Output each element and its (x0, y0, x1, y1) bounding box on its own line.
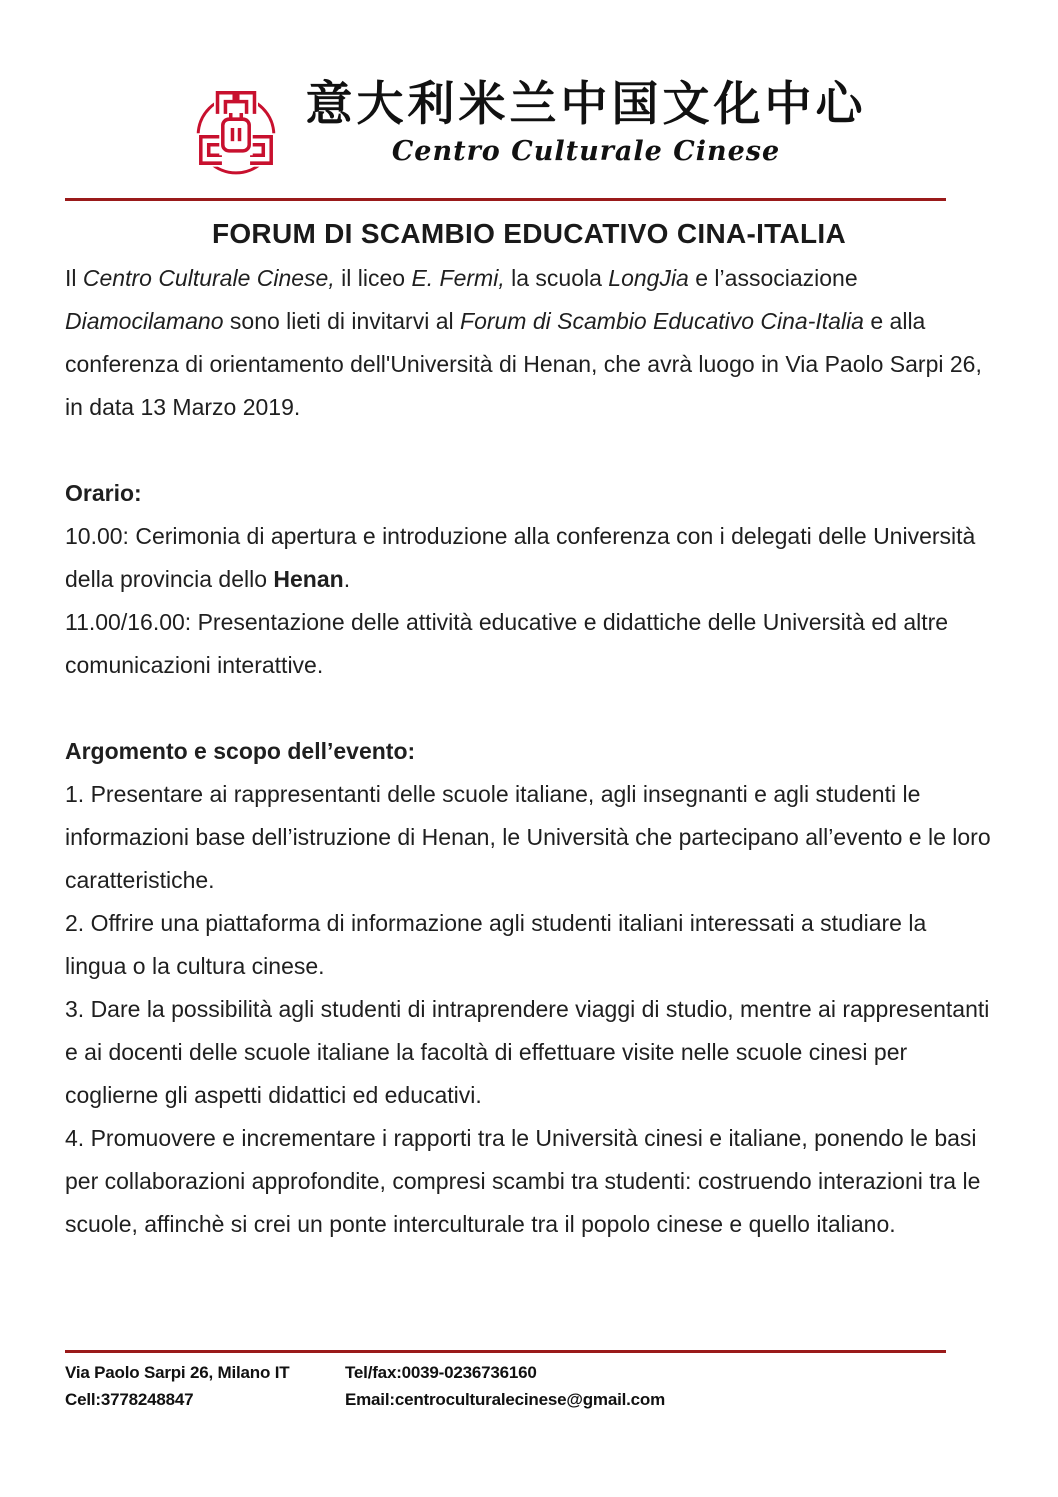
intro-seg: sono lieti di invitarvi al (223, 308, 461, 334)
document-body (65, 257, 992, 1246)
intro-seg: Il (65, 265, 83, 291)
footer-cell: Cell:3778248847 (65, 1390, 194, 1409)
intro-seg: e alla conferenza di orientamento dell'Università di Henan, che avrà luogo in Via Paolo Sarpi 26, in data 13 Marzo 2019. (65, 308, 982, 420)
footer-telfax: Tel/fax:0039-0236736160 (345, 1363, 537, 1382)
blank-line (65, 687, 992, 730)
argomento-heading: Argomento e scopo dell’evento: (65, 738, 416, 764)
intro-paragraph (65, 257, 992, 429)
footer-address: Via Paolo Sarpi 26, Milano IT (65, 1363, 290, 1382)
orario-seg: . (343, 566, 351, 592)
intro-seg-italic: Centro Culturale Cinese, (82, 265, 335, 291)
orario-item-1 (65, 515, 992, 601)
orario-heading: Orario: (65, 480, 142, 506)
logo (192, 82, 280, 186)
orario-item-2: 11.00/16.00: Presentazione delle attività educative e didattiche delle Università ed altre comunicazioni interattive. (65, 609, 949, 678)
intro-seg-italic: E. Fermi, (411, 265, 505, 291)
footer-rule (65, 1350, 946, 1353)
letterhead-titles (306, 78, 867, 167)
letter-footer (65, 1350, 946, 1413)
argomento-item-1: 1. Presentare ai rappresentanti delle scuole italiane, agli insegnanti e agli studenti le informazioni base dell’istruzione di Henan, le Università che partecipano all’evento e le loro caratteristiche. (65, 781, 991, 893)
footer-contacts (65, 1360, 946, 1413)
blank-line (65, 429, 992, 472)
intro-seg-italic: LongJia (608, 265, 689, 291)
chinese-knot-logo-icon (192, 82, 280, 181)
intro-seg-italic: Forum di Scambio Educativo Cina-Italia (460, 308, 864, 334)
intro-seg: e l’associazione (688, 265, 858, 291)
argomento-item-2: 2. Offrire una piattaforma di informazione agli studenti italiani interessati a studiare la lingua o la cultura cinese. (65, 910, 927, 979)
argomento-item-4: 4. Promuovere e incrementare i rapporti tra le Università cinesi e italiane, ponendo le basi per collaborazioni approfondite, compresi scambi tra studenti: costruendo interazioni tra le scuole, affinchè si crei un ponte interculturale tra il popolo cinese e quello italiano. (65, 1125, 981, 1237)
orario-seg-bold: Henan (273, 566, 344, 592)
center-name-script: Centro Culturale Cinese (391, 136, 781, 168)
letterhead (0, 78, 1058, 186)
argomento-item-3: 3. Dare la possibilità agli studenti di intraprendere viaggi di studio, mentre ai rappresentanti e ai docenti delle scuole italiane la facoltà di effettuare visite nelle scuole cinesi per coglierne gli aspetti didattici ed educativi. (65, 996, 990, 1108)
orario-seg: 10.00: Cerimonia di apertura e introduzione alla conferenza con i delegati delle Università della provincia dello (65, 523, 976, 592)
chinese-center-name: 意大利米兰中国文化中心 (305, 79, 867, 131)
intro-seg-italic: Diamocilamano (65, 308, 224, 334)
intro-seg: la scuola (504, 265, 609, 291)
intro-seg: il liceo (334, 265, 412, 291)
footer-email: Email:centroculturalecinese@gmail.com (345, 1390, 666, 1409)
header-rule (65, 198, 946, 201)
document-title: FORUM DI SCAMBIO EDUCATIVO CINA-ITALIA (211, 218, 847, 249)
